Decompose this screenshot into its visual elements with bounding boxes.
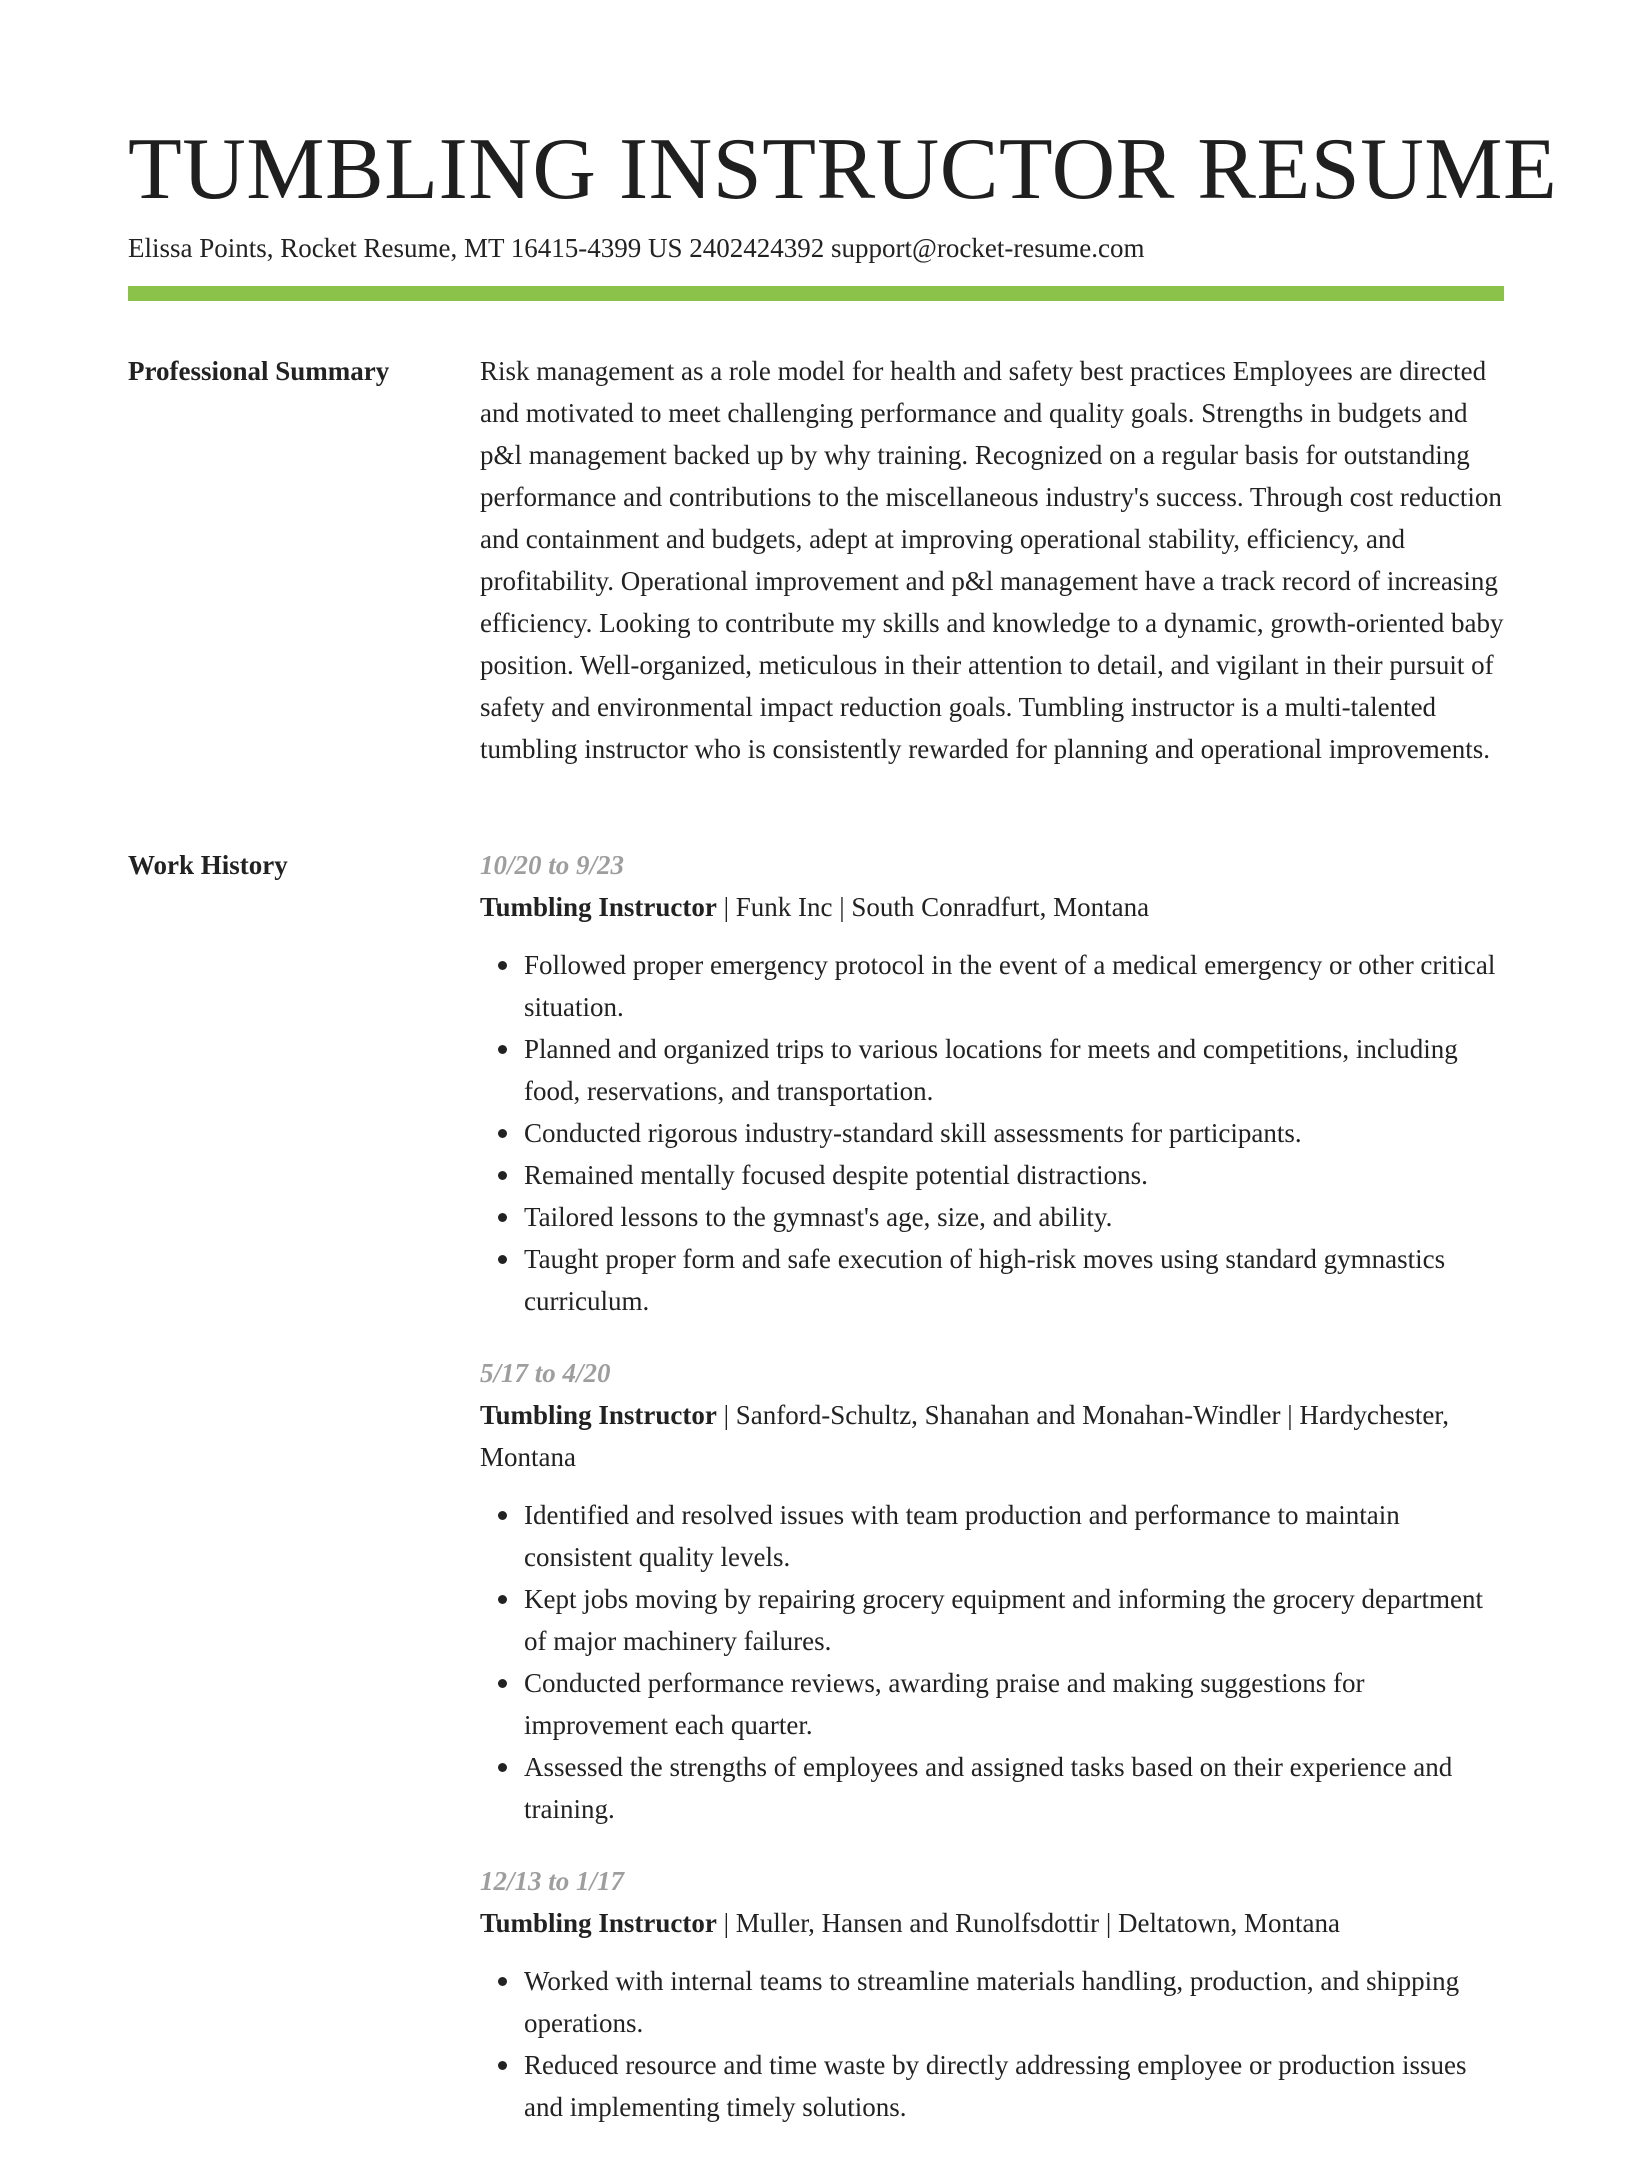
bullet-icon [498, 1045, 507, 1054]
job-dates: 10/20 to 9/23 [480, 850, 625, 880]
summary-text: Risk management as a role model for health and safety best practices Employees are directed and motivated to meet challenging performance and quality goals. Strengths in budgets and p&l management backed up by why training. Recognized on a regular basis for outstanding performance and contributions to the miscellaneous industry's success. Through cost reduction and containment and budgets, adept at improving operational stability, efficiency, and profitability. Operational improvement and p&l management have a track record of increasing efficiency. Looking to contribute my skills and knowledge to a dynamic, growth-oriented baby position. Well-organized, meticulous in their attention to detail, and vigilant in their pursuit of safety and environmental impact reduction goals. Tumbling instructor is a multi-talented tumbling instructor who is consistently rewarded for planning and operational improvements. [480, 356, 1504, 764]
job-bullet [524, 1746, 1504, 1830]
job-bullet [524, 1196, 1504, 1238]
job-bullet-text: Planned and organized trips to various locations for meets and competitions, including food, reservations, and transportation. [524, 1034, 1458, 1106]
work-history-label: Work History [128, 850, 288, 880]
job-bullet [524, 1494, 1504, 1578]
job-dates: 12/13 to 1/17 [480, 1866, 625, 1896]
bullet-icon [498, 1213, 507, 1222]
job-bullet-text: Tailored lessons to the gymnast's age, size, and ability. [524, 1202, 1113, 1232]
summary-body [480, 350, 1504, 770]
bullet-icon [498, 1763, 507, 1772]
bullet-icon [498, 1977, 507, 1986]
job-bullet-text: Worked with internal teams to streamline materials handling, production, and shipping operations. [524, 1966, 1460, 2038]
job-bullet-text: Identified and resolved issues with team production and performance to maintain consistent quality levels. [524, 1500, 1400, 1572]
bullet-icon [498, 1511, 507, 1520]
bullet-icon [498, 1171, 507, 1180]
job-bullet [524, 1154, 1504, 1196]
job-bullet [524, 944, 1504, 1028]
job-bullet-text: Taught proper form and safe execution of high-risk moves using standard gymnastics curriculum. [524, 1244, 1446, 1316]
job-bullet-text: Conducted rigorous industry-standard skill assessments for participants. [524, 1118, 1302, 1148]
job-bullet-text: Reduced resource and time waste by directly addressing employee or production issues and implementing timely solutions. [524, 2050, 1467, 2122]
job-bullet [524, 2044, 1504, 2128]
work-history-body [480, 844, 1504, 2158]
job-dates: 5/17 to 4/20 [480, 1358, 611, 1388]
job-entry [480, 844, 1504, 1322]
job-heading [480, 1394, 1504, 1478]
job-bullet [524, 1960, 1504, 2044]
job-title: Tumbling Instructor [480, 1908, 717, 1938]
job-bullet-list [480, 1960, 1504, 2128]
job-title: Tumbling Instructor [480, 892, 717, 922]
job-bullet-text: Assessed the strengths of employees and assigned tasks based on their experience and training. [524, 1752, 1453, 1824]
job-bullet-text: Kept jobs moving by repairing grocery equipment and informing the grocery department of major machinery failures. [524, 1584, 1483, 1656]
job-bullet-text: Followed proper emergency protocol in the event of a medical emergency or other critical situation. [524, 950, 1496, 1022]
job-bullet-list [480, 944, 1504, 1322]
job-heading [480, 1902, 1504, 1944]
job-bullet [524, 1112, 1504, 1154]
bullet-icon [498, 1679, 507, 1688]
job-bullet [524, 1578, 1504, 1662]
summary-label: Professional Summary [128, 356, 390, 386]
job-entry [480, 1860, 1504, 2128]
bullet-icon [498, 1255, 507, 1264]
job-bullet-text: Remained mentally focused despite potential distractions. [524, 1160, 1148, 1190]
job-details: | Funk Inc | South Conradfurt, Montana [716, 892, 1150, 922]
bullet-icon [498, 961, 507, 970]
bullet-icon [498, 1595, 507, 1604]
job-heading [480, 886, 1504, 928]
contact-line: Elissa Points, Rocket Resume, MT 16415-4399 US 2402424392 support@rocket-resume.com [128, 233, 1145, 263]
job-details: | Sanford-Schultz, Shanahan and Monahan-Windler | Hardychester, Montana [480, 1400, 1449, 1472]
job-title: Tumbling Instructor [480, 1400, 717, 1430]
resume-title: TUMBLING INSTRUCTOR RESUME [128, 121, 1558, 218]
job-bullet-list [480, 1494, 1504, 1830]
job-bullet [524, 1238, 1504, 1322]
bullet-icon [498, 2061, 507, 2070]
job-bullet [524, 1662, 1504, 1746]
job-entry [480, 1352, 1504, 1830]
accent-divider [128, 286, 1504, 301]
job-bullet [524, 1028, 1504, 1112]
job-details: | Muller, Hansen and Runolfsdottir | Deltatown, Montana [716, 1908, 1340, 1938]
job-bullet-text: Conducted performance reviews, awarding praise and making suggestions for improvement each quarter. [524, 1668, 1365, 1740]
bullet-icon [498, 1129, 507, 1138]
